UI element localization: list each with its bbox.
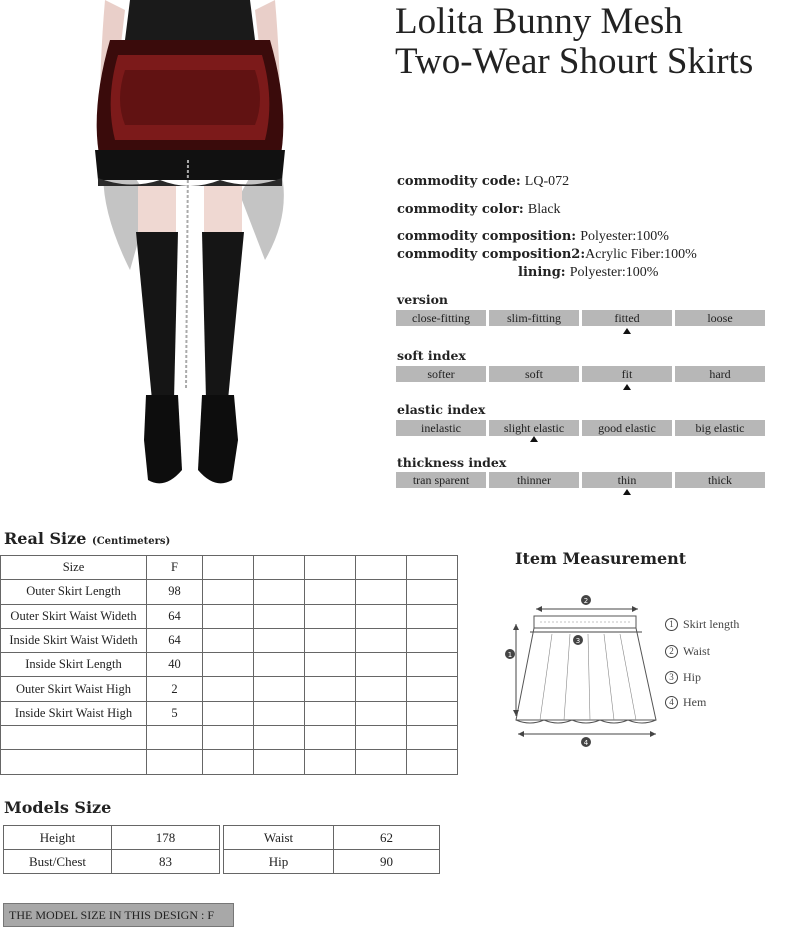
thickness-index-title: thickness index (397, 455, 507, 470)
size-label: Outer Skirt Length (1, 580, 147, 604)
elastic-index-scale (396, 420, 765, 436)
empty-cell (203, 628, 254, 652)
empty-cell (254, 726, 305, 750)
spec-code (397, 174, 569, 190)
thickness-index-option: tran sparent (396, 472, 486, 488)
empty-cell (305, 750, 356, 774)
size-header: F (147, 556, 203, 580)
model-waist-value: 62 (334, 826, 440, 850)
table-row (4, 850, 440, 874)
size-label: Inside Skirt Waist Wideth (1, 628, 147, 652)
size-value: 40 (147, 653, 203, 677)
size-header: Size (1, 556, 147, 580)
empty-cell (254, 604, 305, 628)
empty-cell (407, 604, 458, 628)
size-value: 98 (147, 580, 203, 604)
elastic-index-title: elastic index (397, 402, 486, 417)
table-row (1, 653, 458, 677)
spec-composition-label: commodity composition: (397, 229, 577, 244)
model-hip-label: Hip (224, 850, 334, 874)
legend-number-icon: 2 (665, 645, 678, 658)
thickness-index-option: thin (582, 472, 672, 488)
empty-cell (254, 677, 305, 701)
item-measurement-title: Item Measurement (515, 549, 687, 568)
empty-cell (254, 750, 305, 774)
legend-item (665, 670, 701, 685)
empty-cell (407, 653, 458, 677)
empty-cell (305, 628, 356, 652)
soft-index-option: fit (582, 366, 672, 382)
empty-cell (356, 556, 407, 580)
elastic-index-option: big elastic (675, 420, 765, 436)
empty-cell (203, 701, 254, 725)
spec-color (397, 202, 561, 218)
models-size-title: Models Size (4, 798, 112, 817)
elastic-index-option: slight elastic (489, 420, 579, 436)
table-row (4, 826, 440, 850)
table-row (1, 701, 458, 725)
legend-item (665, 617, 739, 632)
size-value: 2 (147, 677, 203, 701)
table-row (1, 628, 458, 652)
models-size-table (3, 825, 440, 874)
version-marker-icon (623, 328, 631, 334)
version-title: version (397, 292, 449, 307)
size-value: 64 (147, 604, 203, 628)
legend-label: Waist (683, 644, 711, 658)
model-hip-value: 90 (334, 850, 440, 874)
real-size-unit: (Centimeters) (91, 536, 171, 547)
soft-index-option: soft (489, 366, 579, 382)
elastic-index-marker-icon (530, 436, 538, 442)
model-size-banner: THE MODEL SIZE IN THIS DESIGN : F (3, 903, 234, 927)
empty-cell (203, 677, 254, 701)
model-bust-label: Bust/Chest (4, 850, 112, 874)
empty-cell (305, 653, 356, 677)
soft-index-marker-icon (623, 384, 631, 390)
empty-cell (356, 653, 407, 677)
empty-cell (407, 580, 458, 604)
empty-cell (203, 750, 254, 774)
empty-cell (1, 726, 147, 750)
title-line-2: Two-Wear Shourt Skirts (395, 41, 754, 82)
legend-number-icon: 4 (665, 696, 678, 709)
empty-cell (407, 628, 458, 652)
legend-number-icon: 3 (665, 671, 678, 684)
version-option: close-fitting (396, 310, 486, 326)
empty-cell (356, 750, 407, 774)
empty-cell (254, 653, 305, 677)
legend-number-icon: 1 (665, 618, 678, 631)
spec-composition2 (397, 247, 697, 263)
model-waist-label: Waist (224, 826, 334, 850)
real-size-heading (4, 529, 170, 548)
model-bust-value: 83 (112, 850, 220, 874)
empty-cell (407, 750, 458, 774)
table-row (1, 580, 458, 604)
empty-cell (305, 726, 356, 750)
thickness-index-marker-icon (623, 489, 631, 495)
thickness-index-scale (396, 472, 765, 488)
empty-cell (147, 750, 203, 774)
spec-lining-label: lining: (518, 265, 566, 280)
empty-cell (305, 701, 356, 725)
spec-composition (397, 229, 669, 245)
empty-cell (356, 701, 407, 725)
empty-cell (305, 556, 356, 580)
soft-index-option: hard (675, 366, 765, 382)
empty-cell (203, 726, 254, 750)
version-option: fitted (582, 310, 672, 326)
svg-text:1: 1 (507, 651, 513, 659)
soft-index-title: soft index (397, 348, 466, 363)
empty-cell (203, 556, 254, 580)
thickness-index-option: thick (675, 472, 765, 488)
size-value: 5 (147, 701, 203, 725)
spec-code-value: LQ-072 (524, 174, 570, 189)
svg-text:4: 4 (583, 739, 589, 747)
table-row (1, 750, 458, 774)
spec-composition2-value: Acrylic Fiber:100% (585, 247, 697, 262)
soft-index-option: softer (396, 366, 486, 382)
spec-composition2-label: commodity composition2: (397, 247, 586, 262)
product-title (395, 2, 795, 82)
empty-cell (305, 580, 356, 604)
table-row (1, 726, 458, 750)
empty-cell (254, 556, 305, 580)
empty-cell (356, 677, 407, 701)
empty-cell (203, 604, 254, 628)
model-height-value: 178 (112, 826, 220, 850)
empty-cell (407, 701, 458, 725)
legend-label: Hem (683, 695, 707, 709)
empty-cell (407, 556, 458, 580)
spec-lining (518, 265, 658, 281)
legend-label: Hip (683, 670, 701, 684)
table-row (1, 604, 458, 628)
empty-cell (305, 677, 356, 701)
skirt-measurement-diagram-icon (500, 588, 665, 753)
empty-cell (254, 628, 305, 652)
empty-cell (203, 653, 254, 677)
spec-color-label: commodity color: (397, 202, 524, 217)
spec-code-label: commodity code: (397, 174, 521, 189)
legend-item (665, 695, 706, 710)
size-label: Outer Skirt Waist Wideth (1, 604, 147, 628)
elastic-index-option: inelastic (396, 420, 486, 436)
spec-composition-value: Polyester:100% (580, 229, 669, 244)
version-option: slim-fitting (489, 310, 579, 326)
empty-cell (356, 604, 407, 628)
empty-cell (254, 580, 305, 604)
empty-cell (147, 726, 203, 750)
svg-text:2: 2 (583, 597, 589, 605)
title-line-1: Lolita Bunny Mesh (395, 1, 683, 42)
product-photo (70, 0, 310, 495)
real-size-title: Real Size (4, 529, 87, 548)
empty-cell (1, 750, 147, 774)
empty-cell (356, 726, 407, 750)
version-option: loose (675, 310, 765, 326)
empty-cell (305, 604, 356, 628)
size-label: Inside Skirt Waist High (1, 701, 147, 725)
empty-cell (356, 628, 407, 652)
size-value: 64 (147, 628, 203, 652)
empty-cell (254, 701, 305, 725)
size-label: Inside Skirt Length (1, 653, 147, 677)
size-label: Outer Skirt Waist High (1, 677, 147, 701)
model-height-label: Height (4, 826, 112, 850)
version-scale (396, 310, 765, 326)
soft-index-scale (396, 366, 765, 382)
spec-color-value: Black (527, 202, 561, 217)
spec-lining-value: Polyester:100% (569, 265, 659, 280)
legend-item (665, 644, 710, 659)
real-size-table (0, 555, 458, 775)
empty-cell (407, 677, 458, 701)
elastic-index-option: good elastic (582, 420, 672, 436)
svg-text:3: 3 (575, 637, 581, 645)
empty-cell (407, 726, 458, 750)
legend-label: Skirt length (683, 617, 740, 631)
thickness-index-option: thinner (489, 472, 579, 488)
empty-cell (356, 580, 407, 604)
empty-cell (203, 580, 254, 604)
table-row (1, 677, 458, 701)
table-row (1, 556, 458, 580)
